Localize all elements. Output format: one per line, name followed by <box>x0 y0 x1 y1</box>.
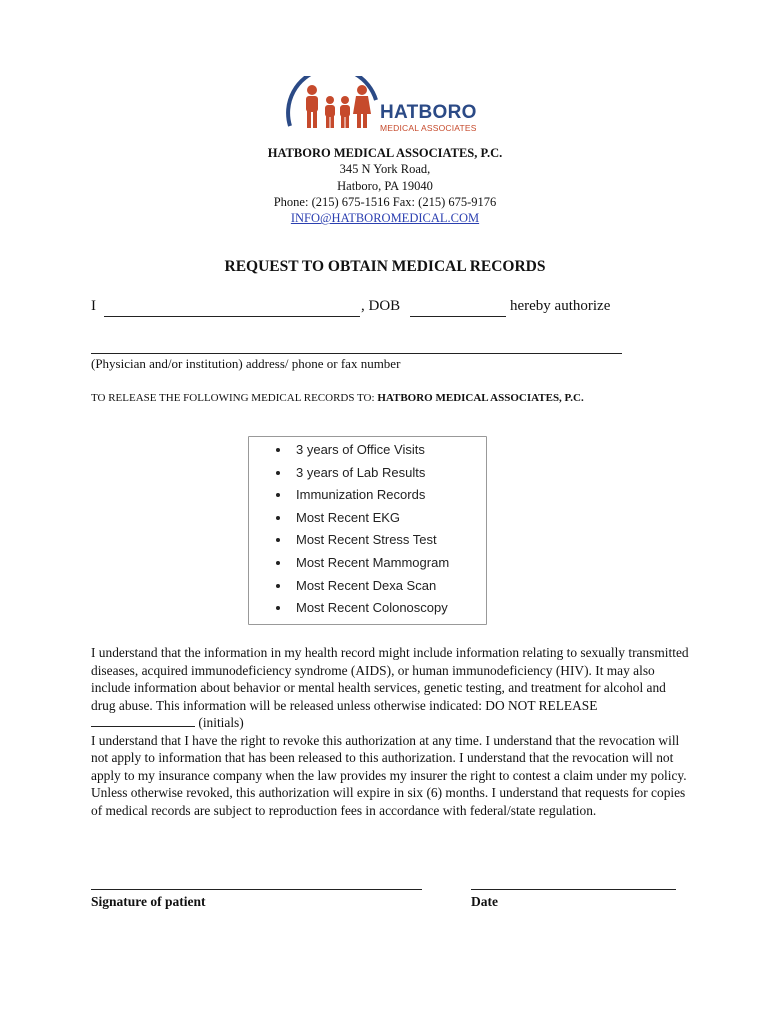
date-label: Date <box>471 894 498 909</box>
bullet-icon <box>276 561 280 565</box>
bullet-icon <box>276 493 280 497</box>
authorize-prefix: I <box>91 298 96 314</box>
list-item <box>249 553 449 576</box>
authorize-suffix: hereby authorize <box>510 298 611 314</box>
record-label: 3 years of Office Visits <box>296 442 425 457</box>
phone-fax: Phone: (215) 675-1516 Fax: (215) 675-9176 <box>273 194 497 209</box>
consent-text-2: I understand that I have the right to revoke this authorization at any time. I understand that the revocation will not apply to information that has been released to this authorization. I understand that the revocation will not apply to my insurance company when the law provides my insurer the right to contest a claim under my policy. Unless otherwise revoked, this authorization will expire in six (6) months. I understand that requests for copies of medical records are subject to reproduction fees in accordance with federal/state regulation. <box>91 732 687 818</box>
dob-label: , DOB <box>361 298 401 314</box>
release-recipient: HATBORO MEDICAL ASSOCIATES, P.C. <box>377 392 584 404</box>
signature-label: Signature of patient <box>91 894 206 909</box>
list-item <box>249 576 449 599</box>
records-list <box>249 440 449 621</box>
record-label: Most Recent Mammogram <box>296 554 450 570</box>
address-line-1: 345 N York Road, <box>339 162 431 177</box>
bullet-icon <box>276 471 280 475</box>
address-line-2: Hatboro, PA 19040 <box>337 178 433 193</box>
record-label: Most Recent EKG <box>296 509 401 525</box>
bullet-icon <box>276 584 280 588</box>
email-link[interactable]: INFO@HATBOROMEDICAL.COM <box>290 211 480 226</box>
form-title: REQUEST TO OBTAIN MEDICAL RECORDS <box>224 258 546 275</box>
records-list-box <box>248 436 487 625</box>
logo-wordmark: HATBORO <box>380 102 477 123</box>
consent-paragraph <box>91 644 691 819</box>
hatboro-logo <box>284 76 484 134</box>
consent-text-1: I understand that the information in my health record might include information relating to sexually transmitted diseases, acquired immunodeficiency syndrome (AIDS), or human immunodeficiency (HIV). It may also include information about behavior or mental health services, genetic testing, and treatment for alcohol and drug abuse. This information will be released unless otherwise indicated: DO NOT RELEASE <box>91 645 689 713</box>
logo-subtitle: MEDICAL ASSOCIATES <box>380 123 477 133</box>
family-logo-icon <box>284 76 384 134</box>
bullet-icon <box>276 538 280 542</box>
initials-label: (initials) <box>198 715 244 730</box>
list-item <box>249 508 449 531</box>
bullet-icon <box>276 448 280 452</box>
list-item <box>249 598 449 621</box>
list-item <box>249 463 449 486</box>
authorize-line <box>91 298 96 315</box>
record-label: Most Recent Colonoscopy <box>296 600 448 616</box>
list-item <box>249 440 449 463</box>
patient-name-field[interactable] <box>104 316 360 317</box>
release-statement <box>91 392 584 404</box>
physician-caption: (Physician and/or institution) address/ phone or fax number <box>91 356 401 371</box>
letterhead <box>0 145 770 226</box>
record-label: Immunization Records <box>296 487 426 503</box>
physician-field[interactable] <box>91 353 622 354</box>
bullet-icon <box>276 516 280 520</box>
record-label: Most Recent Stress Test <box>296 532 437 548</box>
practice-name: HATBORO MEDICAL ASSOCIATES, P.C. <box>267 146 503 160</box>
release-text: TO RELEASE THE FOLLOWING MEDICAL RECORDS TO: <box>91 392 378 404</box>
patient-signature-field[interactable] <box>91 889 422 890</box>
record-label: Most Recent Dexa Scan <box>296 577 437 593</box>
date-field[interactable] <box>471 889 676 890</box>
list-item <box>249 485 449 508</box>
bullet-icon <box>276 606 280 610</box>
record-label: 3 years of Lab Results <box>296 464 426 480</box>
dob-field[interactable] <box>410 316 506 317</box>
list-item <box>249 530 449 553</box>
initials-field[interactable] <box>91 714 195 727</box>
